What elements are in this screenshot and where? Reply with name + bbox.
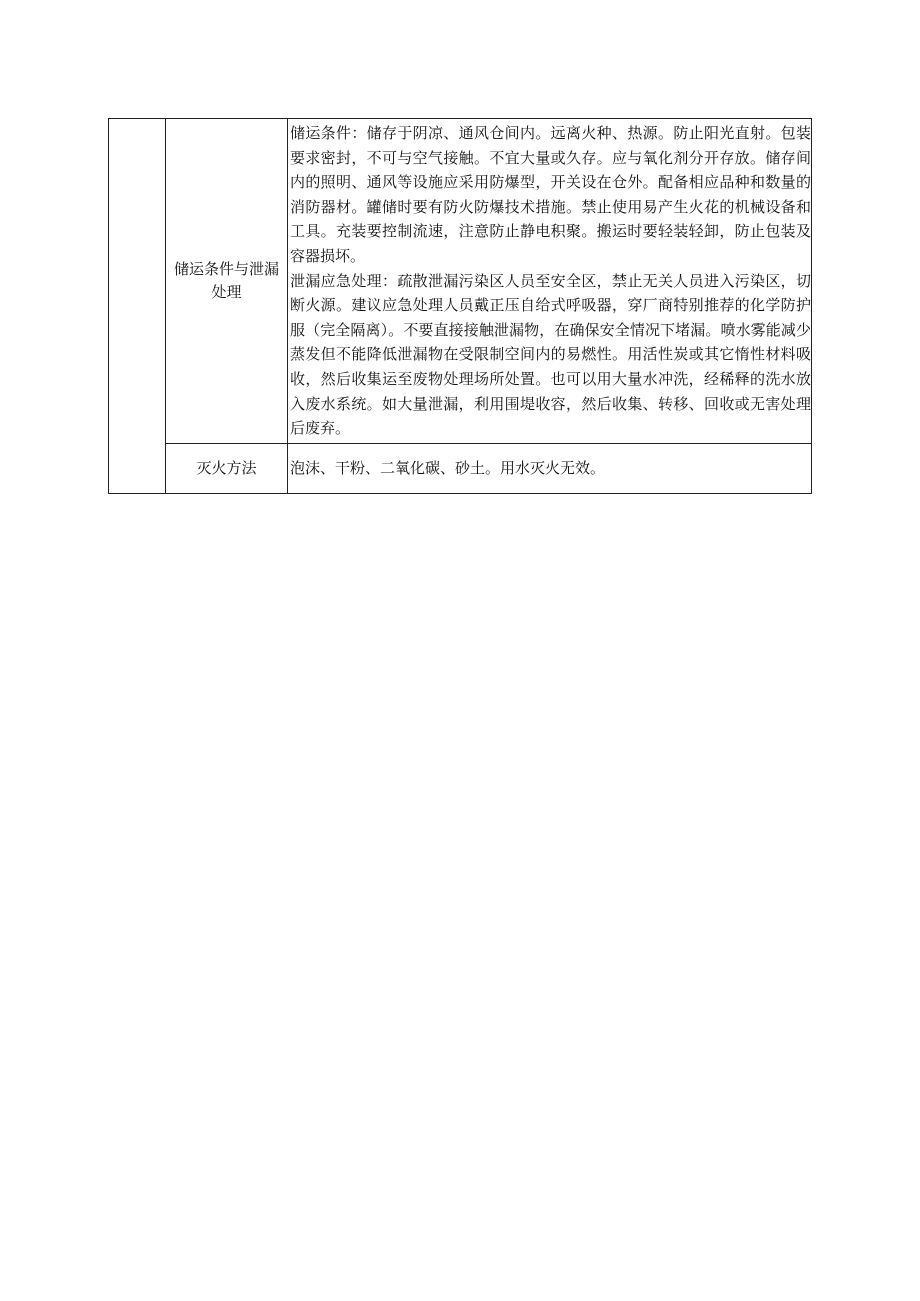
leakage-emergency-text: 泄漏应急处理：疏散泄漏污染区人员至安全区，禁止无关人员进入污染区，切断火源。建议应急处理人员戴正压自给式呼吸器，穿厂商特别推荐的化学防护服（完全隔离）。不要直接接触泄漏物，在确保安全情况下堵漏。喷水雾能减少蒸发但不能降低泄漏物在受限制空间内的易燃性。用活性炭或其它惰性材料吸收，然后收集运至废物处理场所处置。也可以用大量水冲洗，经稀释的洗水放入废水系统。如大量泄漏，利用围堤收容，然后收集、转移、回收或无害处理后废弃。: [290, 271, 811, 438]
storage-conditions-text: 储运条件：储存于阴凉、通风仓间内。远离火种、热源。防止阳光直射。包装要求密封，不可与空气接触。不宜大量或久存。应与氧化剂分开存放。储存间内的照明、通风等设施应采用防爆型，开关设在仓外。配备相应品种和数量的消防器材。罐储时要有防火防爆技术措施。禁止使用易产生火花的机械设备和工具。充装要控制流速，注意防止静电积聚。搬运时要轻装轻卸，防止包装及容器损坏。: [290, 124, 811, 265]
table-row-fire: [109, 443, 812, 493]
table-row-storage: [109, 119, 812, 444]
row-label-storage-leakage: 储运条件与泄漏处理: [166, 119, 288, 444]
fire-extinguishing-text: 泡沫、干粉、二氧化碳、砂土。用水灭火无效。: [290, 458, 606, 477]
row-label-fire-extinguishing: 灭火方法: [166, 443, 288, 493]
row-content-fire-extinguishing: [288, 443, 812, 493]
safety-data-table: [108, 118, 812, 494]
merged-category-cell: [109, 119, 166, 494]
row-content-storage-leakage: [288, 119, 812, 444]
